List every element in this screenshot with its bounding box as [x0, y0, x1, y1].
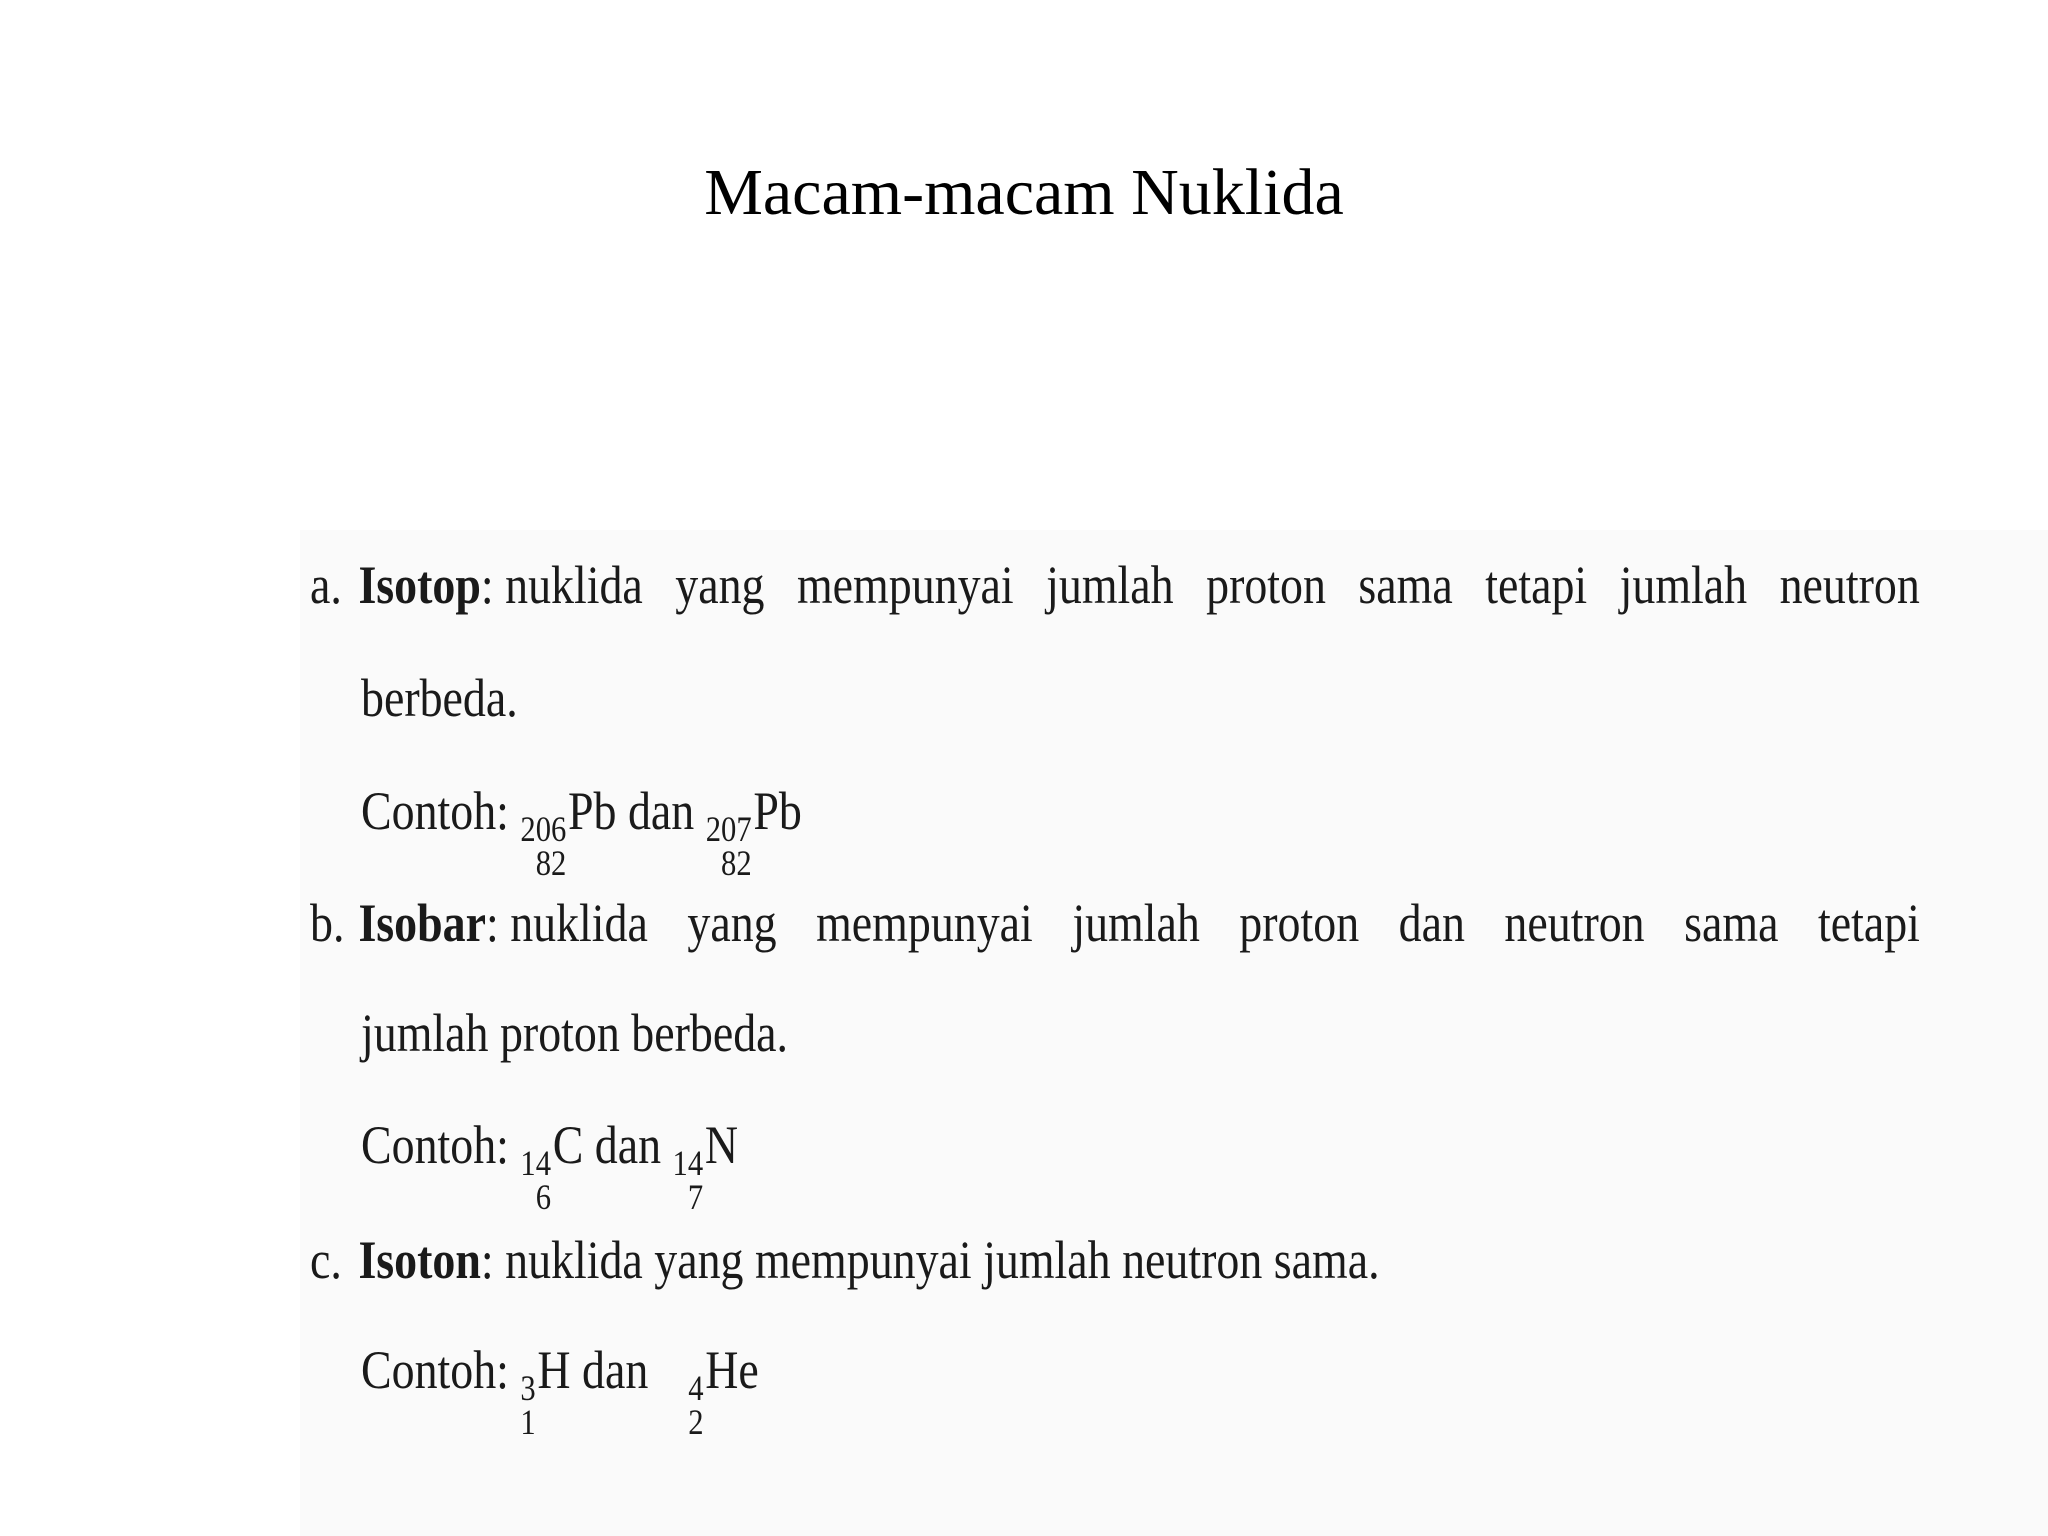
isotop-example: [361, 776, 802, 883]
def-word: proton: [1239, 893, 1360, 953]
connector: dan: [582, 1340, 649, 1400]
isobar-definition: [310, 888, 1920, 958]
term-isobar: Isobar: [358, 893, 486, 953]
def-word: neutron: [1779, 555, 1920, 615]
atomic-number: 7: [687, 1177, 704, 1217]
term-isotop: Isotop: [358, 555, 481, 615]
item-marker: b.: [310, 893, 345, 953]
slide-title: Macam-macam Nuklida: [704, 156, 1344, 229]
nuclide-c-14: [520, 1110, 584, 1217]
isotop-definition: [310, 550, 1920, 620]
isotop-definition-cont: berbeda.: [361, 668, 518, 728]
nuclide-pb-206: [520, 776, 617, 883]
element-symbol: H: [537, 1340, 571, 1400]
example-label: Contoh:: [361, 1340, 509, 1400]
def-word: sama: [1684, 893, 1779, 953]
atomic-number: 82: [721, 843, 752, 883]
def-word: : nuklida: [485, 893, 648, 953]
def-word: neutron: [1504, 893, 1645, 953]
nuclide-h-3: [520, 1335, 571, 1442]
mass-number: 4: [688, 1368, 704, 1408]
element-symbol: N: [704, 1115, 739, 1175]
def-text: : nuklida yang mempunyai jumlah neutron sama.: [480, 1230, 1380, 1290]
mass-number: 14: [672, 1143, 704, 1183]
nuclide-pb-207: [705, 776, 802, 883]
def-word: jumlah: [1072, 893, 1200, 953]
def-word: dan: [1398, 893, 1465, 953]
element-symbol: Pb: [568, 781, 617, 841]
example-label: Contoh:: [361, 781, 509, 841]
connector: dan: [627, 781, 695, 841]
isoton-example: [361, 1335, 759, 1442]
element-symbol: He: [705, 1340, 759, 1400]
isoton-definition: [310, 1225, 1380, 1295]
element-symbol: Pb: [753, 781, 802, 841]
nuclide-he-4: [688, 1335, 759, 1442]
item-marker: c.: [310, 1230, 342, 1290]
atomic-number: 1: [520, 1402, 536, 1442]
def-word: jumlah: [1619, 555, 1748, 615]
term-isoton: Isoton: [358, 1230, 481, 1290]
def-word: tetapi: [1817, 893, 1920, 953]
element-symbol: C: [552, 1115, 584, 1175]
nuclide-n-14: [672, 1110, 739, 1217]
mass-number: 3: [520, 1368, 536, 1408]
def-word: proton: [1206, 555, 1326, 615]
def-word: mempunyai: [796, 555, 1014, 615]
def-word: : nuklida: [480, 555, 643, 615]
item-marker: a.: [310, 555, 342, 615]
mass-number: 14: [520, 1143, 552, 1183]
atomic-number: 82: [535, 843, 567, 883]
def-word: mempunyai: [816, 893, 1033, 953]
mass-number: 206: [520, 809, 567, 849]
example-label: Contoh:: [361, 1115, 509, 1175]
mass-number: 207: [705, 809, 752, 849]
def-word: yang: [687, 893, 777, 953]
def-word: yang: [675, 555, 765, 615]
atomic-number: 2: [688, 1402, 704, 1442]
atomic-number: 6: [535, 1177, 552, 1217]
isobar-definition-cont: jumlah proton berbeda.: [361, 1003, 789, 1063]
connector: dan: [594, 1115, 662, 1175]
def-word: tetapi: [1485, 555, 1588, 615]
def-word: sama: [1358, 555, 1453, 615]
isobar-example: [361, 1110, 739, 1217]
def-word: jumlah: [1046, 555, 1174, 615]
